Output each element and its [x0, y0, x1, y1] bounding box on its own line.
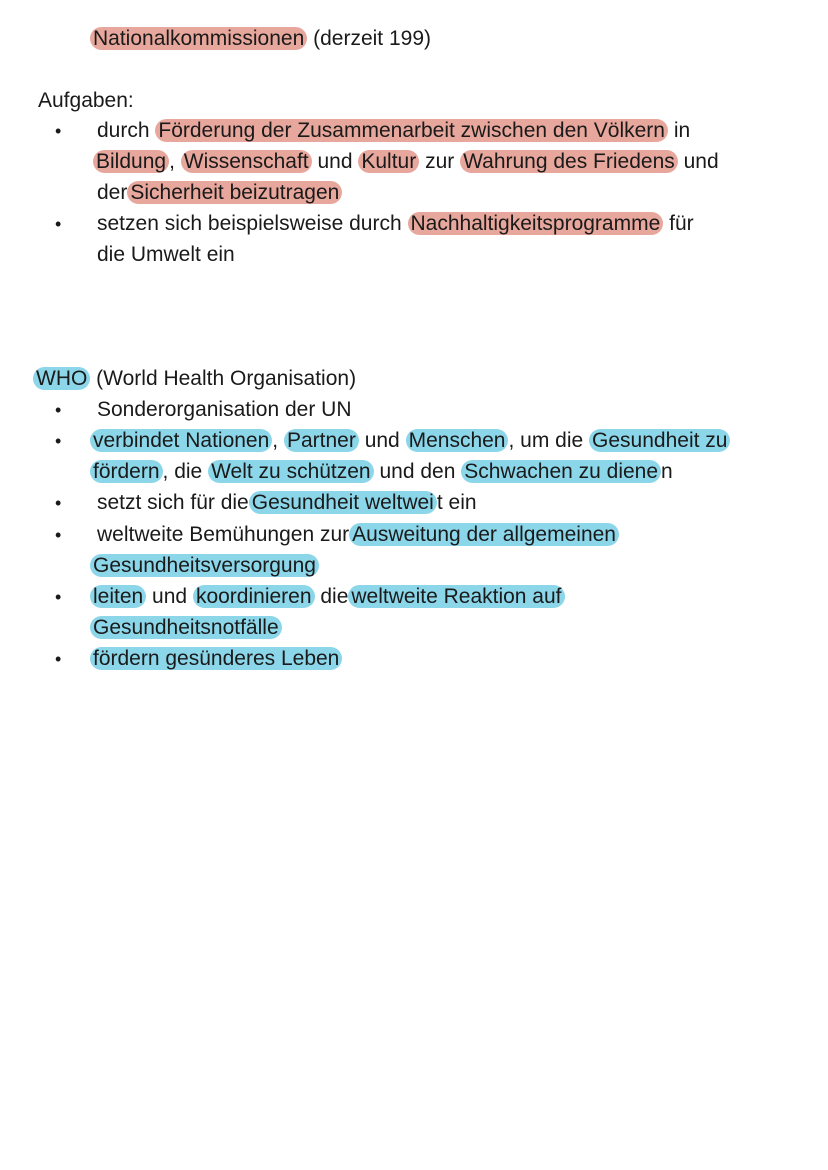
nationalkommissionen-line	[90, 24, 431, 54]
bullet-icon: •	[55, 214, 62, 234]
highlight-leiten: leiten	[90, 585, 146, 608]
highlight-bildung: Bildung	[93, 150, 169, 173]
highlight-foerderung: Förderung der Zusammenarbeit zwischen den Völkern	[155, 119, 668, 142]
highlight-nationalkommissionen: Nationalkommissionen	[90, 27, 307, 50]
highlight-schwachen-zu-dienen: Schwachen zu diene	[461, 460, 661, 483]
who-item-5-line-2	[90, 613, 282, 643]
who-item-4-line-1: weltweite Bemühungen zur Ausweitung der allgemeinen	[97, 520, 619, 550]
who-item-6	[90, 644, 342, 674]
highlight-foerdern-gesuenderes-leben: fördern gesünderes Leben	[90, 647, 342, 670]
bullet-icon: •	[55, 400, 62, 420]
highlight-menschen: Menschen	[406, 429, 509, 452]
bullet-icon: •	[55, 649, 62, 669]
bullet-icon: •	[55, 121, 62, 141]
highlight-partner: Partner	[284, 429, 359, 452]
highlight-verbindet-nationen: verbindet Nationen	[90, 429, 272, 452]
who-item-2-line-2: fördern , die Welt zu schützen und den Schwachen zu diene n	[90, 457, 673, 487]
aufgaben-item-1-line-3: der Sicherheit beizutragen	[97, 178, 342, 208]
highlight-gesundheit-weltweit: Gesundheit weltwei	[249, 491, 437, 514]
highlight-nachhaltigkeitsprogramme: Nachhaltigkeitsprogramme	[408, 212, 664, 235]
who-heading	[33, 364, 356, 394]
aufgaben-item-2-line-2: die Umwelt ein	[97, 243, 235, 266]
who-item-3: setzt sich für die Gesundheit weltwei t ein	[97, 491, 477, 514]
highlight-ausweitung: Ausweitung der allgemeinen	[349, 523, 619, 546]
highlight-who: WHO	[33, 367, 90, 390]
highlight-koordinieren: koordinieren	[193, 585, 315, 608]
who-full-name: (World Health Organisation)	[96, 367, 357, 390]
bullet-icon: •	[55, 431, 62, 451]
who-item-4-line-2	[90, 551, 319, 581]
nationalkommissionen-count: (derzeit 199)	[313, 27, 431, 50]
highlight-weltweite-reaktion: weltweite Reaktion auf	[348, 585, 564, 608]
who-item-1: Sonderorganisation der UN	[97, 398, 352, 421]
bullet-icon: •	[55, 493, 62, 513]
highlight-kultur: Kultur	[358, 150, 419, 173]
highlight-foerdern: fördern	[90, 460, 163, 483]
bullet-icon: •	[55, 525, 62, 545]
aufgaben-item-2-line-1: setzen sich beispielsweise durch Nachhaltigkeitsprogramme für	[97, 212, 694, 235]
highlight-gesundheitsnotfaelle: Gesundheitsnotfälle	[90, 616, 282, 639]
aufgaben-item-1-line-1: durch Förderung der Zusammenarbeit zwischen den Völkern in	[97, 119, 691, 142]
highlight-welt-zu-schuetzen: Welt zu schützen	[208, 460, 374, 483]
aufgaben-label: Aufgaben:	[38, 89, 134, 112]
bullet-icon: •	[55, 587, 62, 607]
highlight-wissenschaft: Wissenschaft	[181, 150, 312, 173]
aufgaben-item-1-line-2: Bildung , Wissenschaft und Kultur zur Wahrung des Friedens und	[93, 147, 719, 177]
highlight-gesundheit-zu: Gesundheit zu	[589, 429, 730, 452]
highlight-sicherheit: Sicherheit beizutragen	[127, 181, 342, 204]
who-item-5-line-1: leiten und koordinieren die weltweite Reaktion auf	[90, 582, 565, 612]
who-item-2-line-1: verbindet Nationen , Partner und Menschen , um die Gesundheit zu	[90, 426, 730, 456]
highlight-gesundheitsversorgung: Gesundheitsversorgung	[90, 554, 319, 577]
highlight-wahrung-des-friedens: Wahrung des Friedens	[460, 150, 678, 173]
